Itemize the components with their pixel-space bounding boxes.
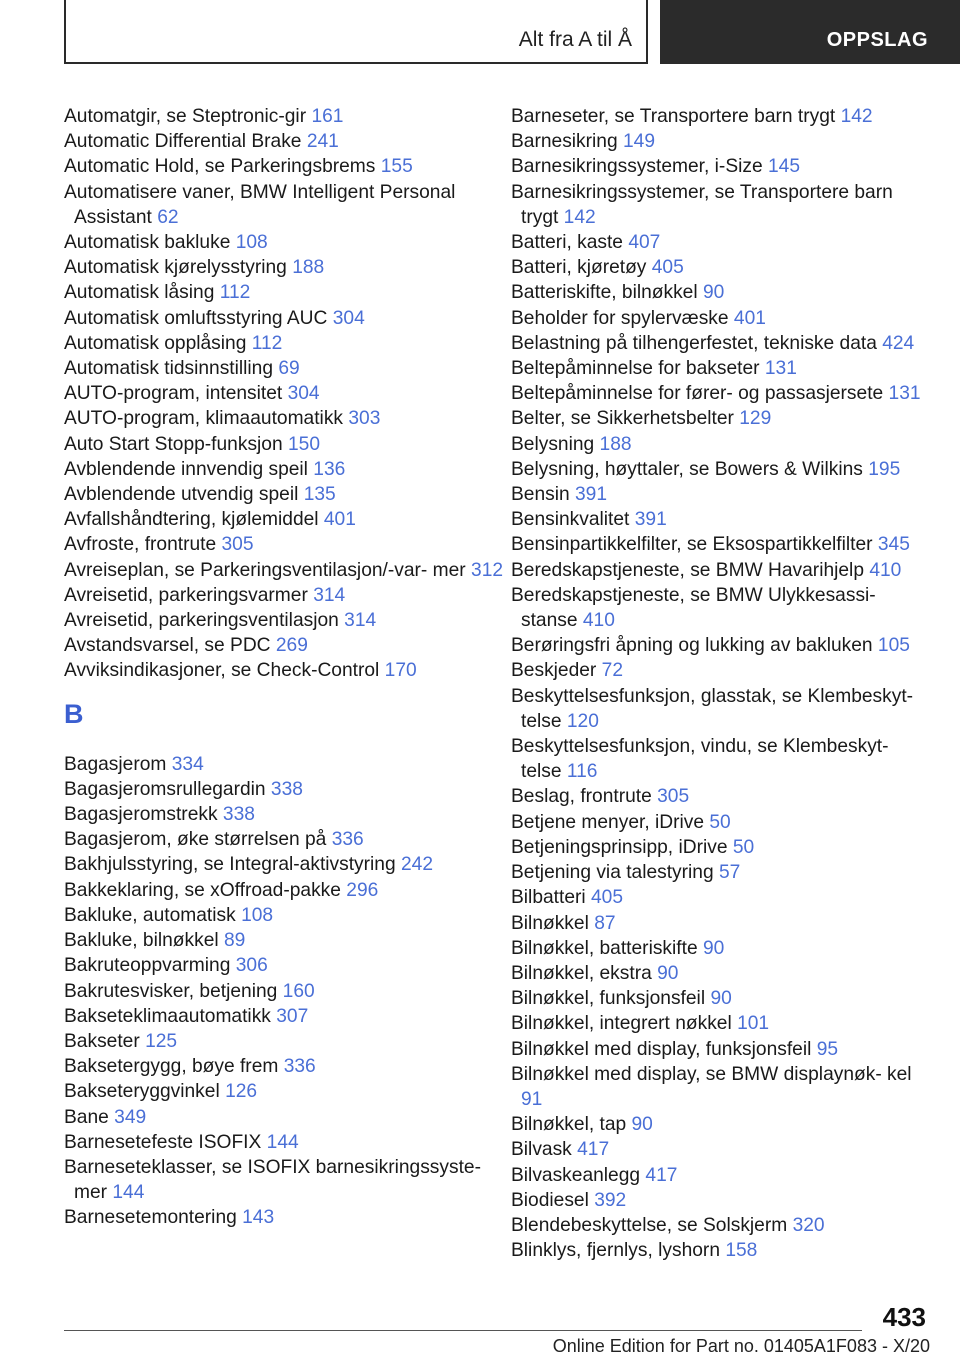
page-reference-link[interactable]: 143: [242, 1207, 275, 1229]
page-reference-link[interactable]: 131: [888, 383, 921, 405]
index-entry: [64, 154, 504, 179]
index-term: Automatisk kjørelysstyring: [64, 257, 287, 279]
index-entry: [511, 1112, 931, 1137]
page-reference-link[interactable]: 101: [737, 1013, 770, 1035]
index-entry: [511, 180, 931, 230]
index-entry: [511, 1213, 931, 1238]
index-term: Batteri, kjøretøy: [511, 257, 647, 279]
page-reference-link[interactable]: 95: [816, 1038, 839, 1060]
page-reference-link[interactable]: 136: [313, 458, 346, 480]
index-term: Beskjeder: [511, 660, 597, 682]
index-term: Beltepåminnelse for fører- og passasjersete: [511, 383, 884, 405]
index-term: Bilnøkkel, tap: [511, 1114, 627, 1136]
index-term: Avblendende utvendig speil: [64, 484, 299, 506]
page-reference-link[interactable]: 161: [311, 106, 344, 127]
index-term: Batteri, kaste: [511, 232, 623, 254]
page-reference-link[interactable]: 112: [219, 282, 251, 304]
page-reference-link[interactable]: 145: [768, 156, 801, 178]
page-reference-link[interactable]: 50: [709, 811, 731, 833]
index-entry: [64, 633, 504, 658]
index-entry: [64, 129, 504, 154]
index-entry: [511, 1011, 931, 1036]
index-entry: [64, 432, 504, 457]
index-column-left: [64, 104, 504, 1231]
index-term: Baksetergygg, bøye frem: [64, 1056, 279, 1078]
index-list-right: [511, 104, 931, 1263]
index-entry: [64, 104, 504, 129]
index-entry: [511, 1062, 931, 1112]
page-reference-link[interactable]: 338: [270, 778, 303, 800]
page-reference-link[interactable]: 307: [276, 1005, 309, 1027]
index-term: Bilvask: [511, 1139, 572, 1161]
page-reference-link[interactable]: 89: [223, 930, 246, 952]
index-term: Avstandsvarsel, se PDC: [64, 635, 271, 657]
page-reference-link[interactable]: 125: [145, 1030, 178, 1052]
page-reference-link[interactable]: 405: [591, 887, 624, 909]
page-reference-link[interactable]: 188: [599, 433, 632, 455]
index-entry: [511, 1238, 931, 1263]
index-entry: [64, 331, 504, 356]
page-reference-link[interactable]: 72: [601, 660, 624, 682]
index-term: Betjeningsprinsipp, iDrive: [511, 836, 728, 858]
index-entry: [511, 381, 931, 406]
index-entry: [64, 1205, 504, 1230]
index-term: Automatisere vaner, BMW Intelligent Personal Assistant: [64, 181, 456, 228]
index-entry: [511, 1037, 931, 1062]
index-term: Avreisetid, parkeringsventilasjon: [64, 610, 339, 632]
index-term: Belysning: [511, 433, 595, 455]
index-entry: [64, 558, 504, 583]
index-entry: [64, 658, 504, 683]
index-term: Beredskapstjeneste, se BMW Havarihjelp: [511, 559, 864, 581]
index-term: Bilnøkkel, integrert nøkkel: [511, 1013, 732, 1035]
page-reference-link[interactable]: 305: [657, 786, 690, 808]
index-term: Automatisk bakluke: [64, 232, 231, 254]
index-term: Belysning, høyttaler, se Bowers & Wilkins: [511, 458, 863, 480]
page-reference-link[interactable]: 142: [840, 106, 873, 127]
index-entry: [511, 1163, 931, 1188]
page-reference-link[interactable]: 126: [225, 1081, 258, 1103]
index-term: Bilbatteri: [511, 887, 586, 909]
page-reference-link[interactable]: 312: [471, 559, 504, 581]
index-entry: [64, 1054, 504, 1079]
index-column-right: [511, 104, 931, 1263]
page-reference-link[interactable]: 105: [877, 635, 910, 657]
index-term: Bagasjerom: [64, 753, 167, 775]
index-entry: [64, 928, 504, 953]
page-reference-link[interactable]: 87: [594, 912, 616, 934]
index-entry: [511, 633, 931, 658]
index-term: Barnesetemontering: [64, 1207, 237, 1229]
page-reference-link[interactable]: 320: [792, 1214, 825, 1236]
page-reference-link[interactable]: 349: [114, 1106, 147, 1128]
index-term: Belastning på tilhengerfestet, tekniske data: [511, 332, 877, 354]
index-entry: [64, 777, 504, 802]
index-entry: [511, 936, 931, 961]
index-entry: [64, 1105, 504, 1130]
page-reference-link[interactable]: 90: [710, 988, 732, 1010]
page-reference-link[interactable]: 305: [221, 534, 254, 556]
index-term: Bensinpartikkelfilter, se Eksospartikkelfilter: [511, 534, 873, 556]
index-entry: [64, 482, 504, 507]
index-entry: [511, 986, 931, 1011]
page-reference-link[interactable]: 50: [732, 836, 755, 858]
index-term: Bilnøkkel, batteriskifte: [511, 937, 698, 959]
index-term: Bilnøkkel med display, funksjonsfeil: [511, 1038, 812, 1060]
index-entry: [64, 752, 504, 777]
page-reference-link[interactable]: 188: [292, 257, 325, 279]
index-entry: [64, 406, 504, 431]
index-term: AUTO-program, klimaautomatikk: [64, 408, 344, 430]
index-entry: [64, 255, 504, 280]
page-reference-link[interactable]: 170: [384, 660, 417, 682]
page-number: 433: [882, 1302, 926, 1332]
index-term: Automatic Differential Brake: [64, 131, 302, 153]
index-entry: [511, 911, 931, 936]
page-reference-link[interactable]: 90: [657, 962, 679, 984]
page-reference-link[interactable]: 158: [725, 1240, 758, 1262]
index-term: Beltepåminnelse for bakseter: [511, 358, 760, 380]
index-term: Auto Start Stopp-funksjon: [64, 433, 283, 455]
index-term: AUTO-program, intensitet: [64, 383, 283, 405]
page-reference-link[interactable]: 304: [287, 383, 320, 405]
index-entry: [64, 356, 504, 381]
index-term: Automatisk låsing: [64, 282, 215, 304]
header-bar: [64, 0, 648, 64]
index-entry: [64, 903, 504, 928]
index-entry: [511, 810, 931, 835]
index-term: Bakruteoppvarming: [64, 955, 231, 977]
index-term: Betjening via talestyring: [511, 862, 714, 884]
index-entry: [64, 852, 504, 877]
index-term: Barneseteklasser, se ISOFIX barnesikringssyste‐ mer: [64, 1156, 481, 1204]
index-term: Bane: [64, 1106, 109, 1128]
page-reference-link[interactable]: 392: [594, 1189, 627, 1211]
index-term: Automatisk opplåsing: [64, 332, 247, 354]
index-entry: [64, 381, 504, 406]
page-reference-link[interactable]: 91: [521, 1088, 543, 1110]
index-entry: [64, 953, 504, 978]
index-term: Avviksindikasjoner, se Check-Control: [64, 660, 380, 682]
index-entry: [64, 1155, 504, 1205]
index-term: Avreisetid, parkeringsvarmer: [64, 584, 308, 606]
index-term: Beskyttelsesfunksjon, glasstak, se Klembeskyt‐ telse: [511, 685, 914, 732]
index-entry: [64, 457, 504, 482]
index-term: Bagasjerom, øke størrelsen på: [64, 829, 327, 851]
index-term: Betjene menyer, iDrive: [511, 811, 705, 833]
page-reference-link[interactable]: 150: [288, 433, 321, 455]
page-reference-link[interactable]: 391: [634, 509, 667, 531]
page-reference-link[interactable]: 90: [702, 282, 725, 304]
index-entry: [64, 827, 504, 852]
footer-divider: [64, 1330, 862, 1331]
page-reference-link[interactable]: 69: [278, 358, 300, 380]
index-entry: [64, 802, 504, 827]
page-reference-link[interactable]: 417: [577, 1139, 610, 1161]
index-term: Batteriskifte, bilnøkkel: [511, 282, 698, 304]
index-entry: [511, 406, 931, 431]
page-reference-link[interactable]: 242: [401, 854, 434, 876]
index-entry: [511, 1137, 931, 1162]
page-reference-link[interactable]: 90: [702, 937, 725, 959]
page-reference-link[interactable]: 314: [313, 584, 346, 606]
page-reference-link[interactable]: 410: [582, 610, 615, 632]
index-entry: [64, 532, 504, 557]
index-term: Bilnøkkel: [511, 912, 589, 934]
index-entry: [511, 331, 931, 356]
index-entry: [64, 1029, 504, 1054]
chapter-title: Alt fra A til Å: [518, 28, 632, 51]
index-entry: [511, 558, 931, 583]
page-reference-link[interactable]: 304: [332, 307, 365, 329]
page-reference-link[interactable]: 407: [628, 232, 661, 254]
index-term: Avblendende innvendig speil: [64, 458, 308, 480]
page-reference-link[interactable]: 334: [171, 753, 204, 775]
page-reference-link[interactable]: 424: [882, 332, 915, 354]
index-entry: [511, 230, 931, 255]
index-term: Automatic Hold, se Parkeringsbrems: [64, 156, 376, 178]
page-reference-link[interactable]: 149: [623, 131, 656, 153]
index-entry: [511, 961, 931, 986]
index-entry: [511, 154, 931, 179]
page-reference-link[interactable]: 401: [733, 307, 766, 329]
index-term: Automatisk omluftsstyring AUC: [64, 307, 328, 329]
index-term: Bakkeklaring, se xOffroad-pakke: [64, 879, 341, 901]
page-reference-link[interactable]: 142: [563, 206, 596, 228]
page-reference-link[interactable]: 131: [764, 358, 797, 380]
index-entry: [511, 457, 931, 482]
index-entry: [511, 835, 931, 860]
index-entry: [64, 1004, 504, 1029]
index-term: Belter, se Sikkerhetsbelter: [511, 408, 734, 430]
index-term: Bensinkvalitet: [511, 509, 630, 531]
index-entry: [511, 507, 931, 532]
page-reference-link[interactable]: 241: [306, 131, 339, 153]
index-term: Bakseteryggvinkel: [64, 1081, 220, 1103]
index-term: Berøringsfri åpning og lukking av bakluken: [511, 635, 873, 657]
index-entry: [511, 1188, 931, 1213]
page-reference-link[interactable]: 135: [303, 484, 336, 506]
index-term: Biodiesel: [511, 1189, 589, 1211]
page-reference-link[interactable]: 62: [157, 206, 179, 228]
page-reference-link[interactable]: 90: [631, 1114, 653, 1136]
index-entry: [511, 684, 931, 734]
section-tab: [660, 0, 960, 64]
index-term: Beholder for spylervæske: [511, 307, 729, 329]
page-reference-link[interactable]: 57: [719, 862, 741, 884]
index-entry: [511, 104, 931, 129]
index-entry: [64, 306, 504, 331]
index-entry: [64, 608, 504, 633]
index-list-b: [64, 752, 504, 1231]
index-term: Avreiseplan, se Parkeringsventilasjon/-var‐ mer: [64, 559, 466, 581]
page-reference-link[interactable]: 129: [739, 408, 772, 430]
index-entry: [511, 734, 931, 784]
index-entry: [64, 507, 504, 532]
page-reference-link[interactable]: 345: [877, 534, 910, 556]
index-term: Bakseter: [64, 1030, 140, 1052]
index-term: Barneseter, se Transportere barn trygt: [511, 106, 836, 127]
page-reference-link[interactable]: 314: [344, 610, 377, 632]
page-reference-link[interactable]: 296: [346, 879, 379, 901]
index-term: Avfroste, frontrute: [64, 534, 217, 556]
index-term: Bakseteklimaautomatikk: [64, 1005, 271, 1027]
index-term: Bilnøkkel, ekstra: [511, 962, 652, 984]
page-reference-link[interactable]: 336: [283, 1056, 316, 1078]
index-entry: [64, 1079, 504, 1104]
index-entry: [64, 979, 504, 1004]
page-reference-link[interactable]: 338: [222, 804, 255, 826]
index-entry: [511, 583, 931, 633]
index-term: Beslag, frontrute: [511, 786, 652, 808]
index-entry: [511, 432, 931, 457]
index-entry: [511, 482, 931, 507]
page-reference-link[interactable]: 155: [380, 156, 413, 178]
page-reference-link[interactable]: 306: [235, 955, 268, 977]
page-reference-link[interactable]: 410: [869, 559, 902, 581]
index-term: Bilvaskeanlegg: [511, 1164, 641, 1186]
index-entry: [511, 784, 931, 809]
index-term: Bilnøkkel med display, se BMW displaynøk‐ kel: [511, 1063, 912, 1085]
index-entry: [64, 280, 504, 305]
page-reference-link[interactable]: 269: [275, 635, 308, 657]
index-term: Bensin: [511, 484, 570, 506]
page-reference-link[interactable]: 303: [348, 408, 381, 430]
index-entry: [511, 255, 931, 280]
index-entry: [511, 129, 931, 154]
page-reference-link[interactable]: 336: [331, 829, 364, 851]
index-term: Automatisk tidsinnstilling: [64, 358, 274, 380]
index-term: Bakrutesvisker, betjening: [64, 980, 278, 1002]
page-reference-link[interactable]: 120: [566, 710, 599, 732]
page-reference-link[interactable]: 405: [651, 257, 684, 279]
index-term: Bakhjulsstyring, se Integral-aktivstyring: [64, 854, 396, 876]
index-term: Bagasjeromsrullegardin: [64, 778, 266, 800]
page-reference-link[interactable]: 108: [235, 232, 268, 254]
index-entry: [64, 583, 504, 608]
section-letter-b: B: [64, 698, 84, 729]
page-reference-link[interactable]: 108: [241, 904, 274, 926]
page-reference-link[interactable]: 195: [868, 458, 901, 480]
footer-edition: Online Edition for Part no. 01405A1F083 - X/20: [552, 1336, 930, 1356]
index-term: Beredskapstjeneste, se BMW Ulykkesassi‐ stanse: [511, 584, 876, 632]
index-term: Blendebeskyttelse, se Solskjerm: [511, 1214, 788, 1236]
index-entry: [511, 532, 931, 557]
index-entry: [511, 658, 931, 683]
index-term: Bagasjeromstrekk: [64, 804, 218, 826]
page-reference-link[interactable]: 144: [112, 1182, 145, 1204]
index-term: Bakluke, automatisk: [64, 904, 236, 926]
index-entry: [511, 280, 931, 305]
index-term: Bakluke, bilnøkkel: [64, 930, 219, 952]
page-reference-link[interactable]: 144: [266, 1131, 299, 1153]
index-entry: [511, 306, 931, 331]
index-term: Barnesikringssystemer, se Transportere barn trygt: [511, 181, 893, 228]
index-entry: [511, 860, 931, 885]
section-tab-label: OPPSLAG: [826, 29, 928, 51]
index-list-a: [64, 104, 504, 684]
index-entry: [64, 1130, 504, 1155]
index-entry: [511, 885, 931, 910]
index-term: Bilnøkkel, funksjonsfeil: [511, 988, 706, 1010]
page-reference-link[interactable]: 112: [251, 332, 283, 354]
page-reference-link[interactable]: 116: [566, 761, 598, 783]
index-entry: [64, 180, 504, 230]
index-entry: [64, 878, 504, 903]
index-term: Barnesikring: [511, 131, 618, 153]
index-term: Barnesetefeste ISOFIX: [64, 1131, 262, 1153]
index-entry: [511, 356, 931, 381]
page-reference-link[interactable]: 160: [282, 980, 315, 1002]
index-term: Beskyttelsesfunksjon, vindu, se Klembeskyt‐ telse: [511, 736, 889, 783]
index-term: Automatgir, se Steptronic-gir: [64, 106, 307, 127]
index-term: Avfallshåndtering, kjølemiddel: [64, 509, 319, 531]
index-term: Barnesikringssystemer, i-Size: [511, 156, 763, 178]
index-entry: [64, 230, 504, 255]
page-reference-link[interactable]: 417: [645, 1164, 678, 1186]
page-reference-link[interactable]: 391: [575, 484, 608, 506]
index-term: Blinklys, fjernlys, lyshorn: [511, 1240, 720, 1262]
page-reference-link[interactable]: 401: [323, 509, 356, 531]
